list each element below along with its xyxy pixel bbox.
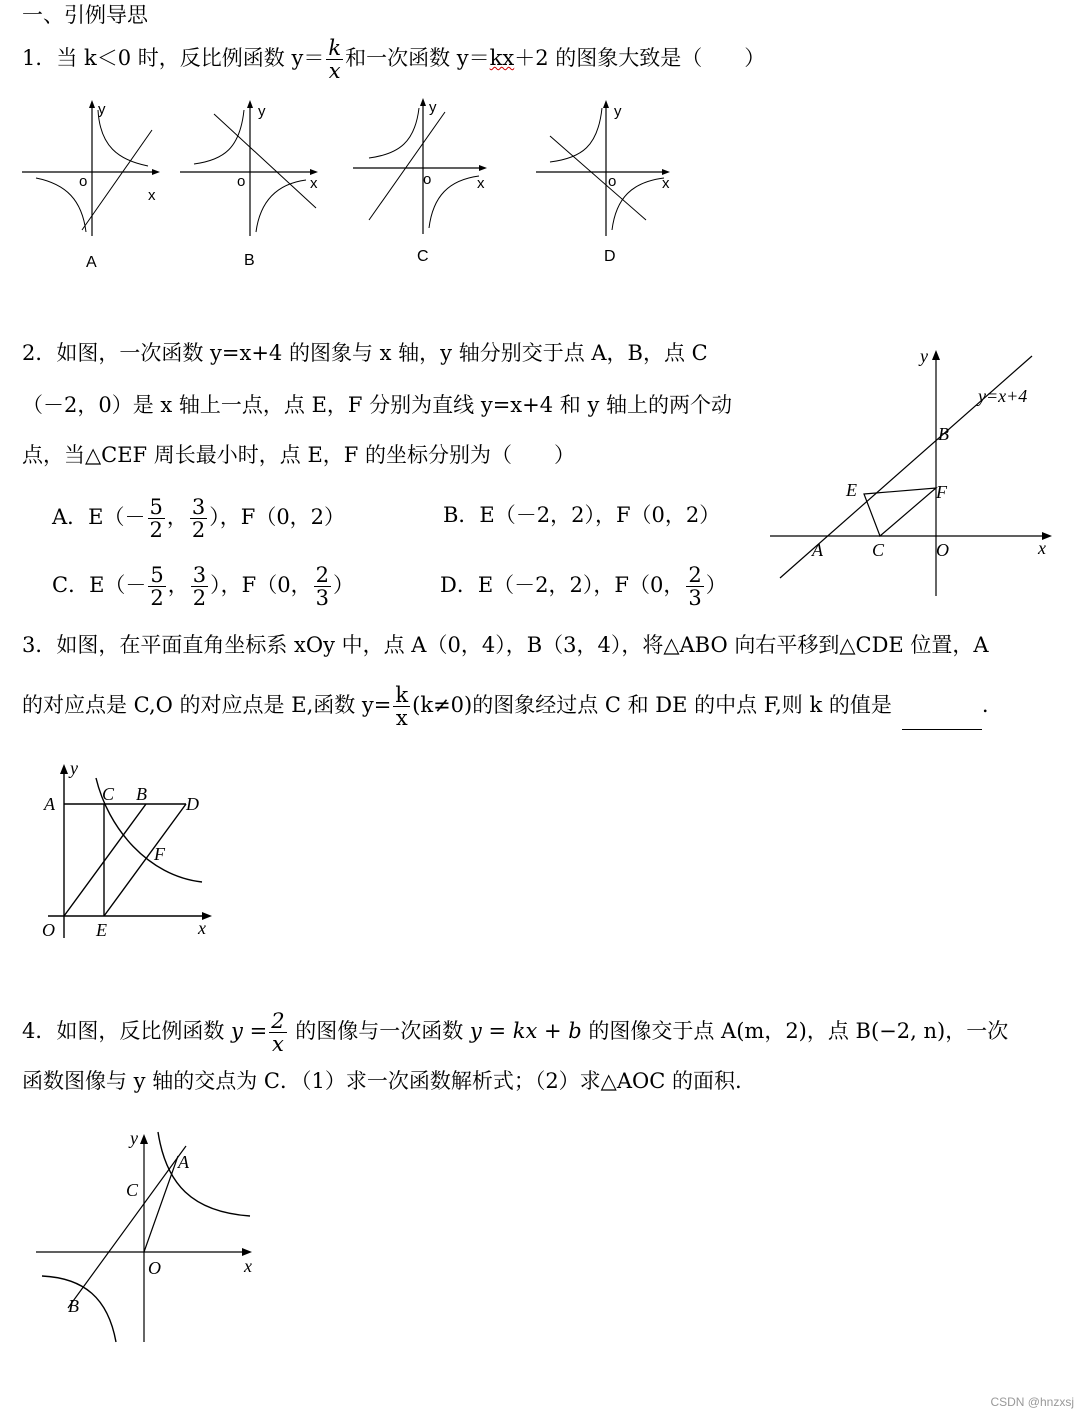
fig-e: E xyxy=(846,480,857,500)
q1-prefix: 1．当 k＜0 时，反比例函数 y＝ xyxy=(22,46,325,70)
q3-line1: 3．如图，在平面直角坐标系 xOy 中，点 A（0，4），B（3，4），将△ABO 向右平移到△CDE 位置，A xyxy=(22,633,989,657)
q1-option-c[interactable]: C xyxy=(417,248,429,265)
q2-option-c[interactable]: C．E（－ $\frac{5}{2}$ ， $\frac{3}{2}$ ），F（0， $\frac{2}{3}$ ） xyxy=(52,563,354,610)
axis-x: x xyxy=(662,175,670,192)
q1-option-d[interactable]: D xyxy=(604,248,616,265)
fig-y: y xyxy=(70,758,78,778)
fig-y: y xyxy=(920,346,928,366)
fig-a: A xyxy=(44,794,55,814)
fig-x: x xyxy=(198,918,206,938)
fig-b: B xyxy=(68,1296,79,1316)
q1-graph-a xyxy=(22,98,162,238)
axis-x: x xyxy=(148,187,156,204)
fig-o: O xyxy=(148,1258,161,1278)
q1-wavy: kx xyxy=(489,46,515,70)
q1-graph-b xyxy=(180,98,325,238)
origin: o xyxy=(608,173,617,190)
q1-option-a[interactable]: A xyxy=(86,254,97,271)
axis-y: y xyxy=(429,99,437,116)
q4-line1: 4．如图，反比例函数 y = $\frac{2}{x}$ 的图像与一次函数 y = kx + b 的图像交于点 A(m，2)，点 B(−2, n)，一次 xyxy=(22,1009,1009,1056)
q1-graph-d xyxy=(536,98,676,238)
origin: o xyxy=(237,173,246,190)
fig-x: x xyxy=(244,1256,252,1276)
fig-d: D xyxy=(186,794,199,814)
q3-line2: 的对应点是 C,O 的对应点是 E,函数 y= $\frac{k}{x}$ (k≠0)的图象经过点 C 和 DE 的中点 F,则 k 的值是 . xyxy=(22,683,989,730)
axis-x: x xyxy=(310,175,318,192)
q1-fraction: $\frac{k}{x}$ xyxy=(328,36,342,83)
fig-f: F xyxy=(154,844,165,864)
q2-line2: （－2，0）是 x 轴上一点，点 E，F 分别为直线 y=x+4 和 y 轴上的两个动 xyxy=(22,393,732,417)
axis-y: y xyxy=(614,103,622,120)
q4-line2: 函数图像与 y 轴的交点为 C．（1）求一次函数解析式；（2）求△AOC 的面积. xyxy=(22,1069,742,1093)
q4-figure xyxy=(32,1128,262,1348)
axis-y: y xyxy=(258,103,266,120)
axis-y: y xyxy=(98,101,106,118)
q1-text xyxy=(22,36,765,82)
fig-c: C xyxy=(102,784,115,804)
q2-option-b[interactable]: B．E（－2，2），F（0，2） xyxy=(443,503,721,527)
q2-line1: 2．如图，一次函数 y=x+4 的图象与 x 轴，y 轴分别交于点 A，B，点 C xyxy=(22,341,708,365)
q2-figure xyxy=(770,342,1060,598)
fig-y: y xyxy=(130,1128,138,1148)
fig-o: O xyxy=(42,920,55,940)
fig-e: E xyxy=(96,920,107,940)
fig-o: O xyxy=(936,540,949,560)
q2-option-d[interactable]: D．E（－2，2），F（0， $\frac{2}{3}$ ） xyxy=(440,563,727,610)
q1-option-b[interactable]: B xyxy=(244,252,255,269)
q2-line3: 点，当△CEF 周长最小时，点 E，F 的坐标分别为（ ） xyxy=(22,443,576,467)
origin: o xyxy=(423,171,432,188)
origin: o xyxy=(79,173,88,190)
section-title: 一、引例导思 xyxy=(22,3,148,27)
fig-a: A xyxy=(178,1152,189,1172)
fig-c: C xyxy=(872,540,885,560)
q1-suffix-a: 和一次函数 y＝ xyxy=(345,46,490,70)
q3-figure xyxy=(38,758,228,946)
fig-c: C xyxy=(126,1180,139,1200)
fig-b: B xyxy=(938,424,949,444)
q2-option-a[interactable]: A．E（－ $\frac{5}{2}$ ， $\frac{3}{2}$ ），F（0，2） xyxy=(52,495,346,542)
fig-f: F xyxy=(936,482,947,502)
q1-graph-c xyxy=(353,96,498,236)
axis-x: x xyxy=(477,175,485,192)
fig-line-label: y=x+4 xyxy=(978,386,1028,406)
fig-a: A xyxy=(812,540,823,560)
fig-b: B xyxy=(136,784,147,804)
q3-answer-blank[interactable] xyxy=(902,709,982,730)
watermark: CSDN @hnzxsj xyxy=(990,1395,1074,1409)
fig-x: x xyxy=(1038,538,1046,558)
q1-suffix-b: ＋2 的图象大致是（ ） xyxy=(514,46,766,70)
